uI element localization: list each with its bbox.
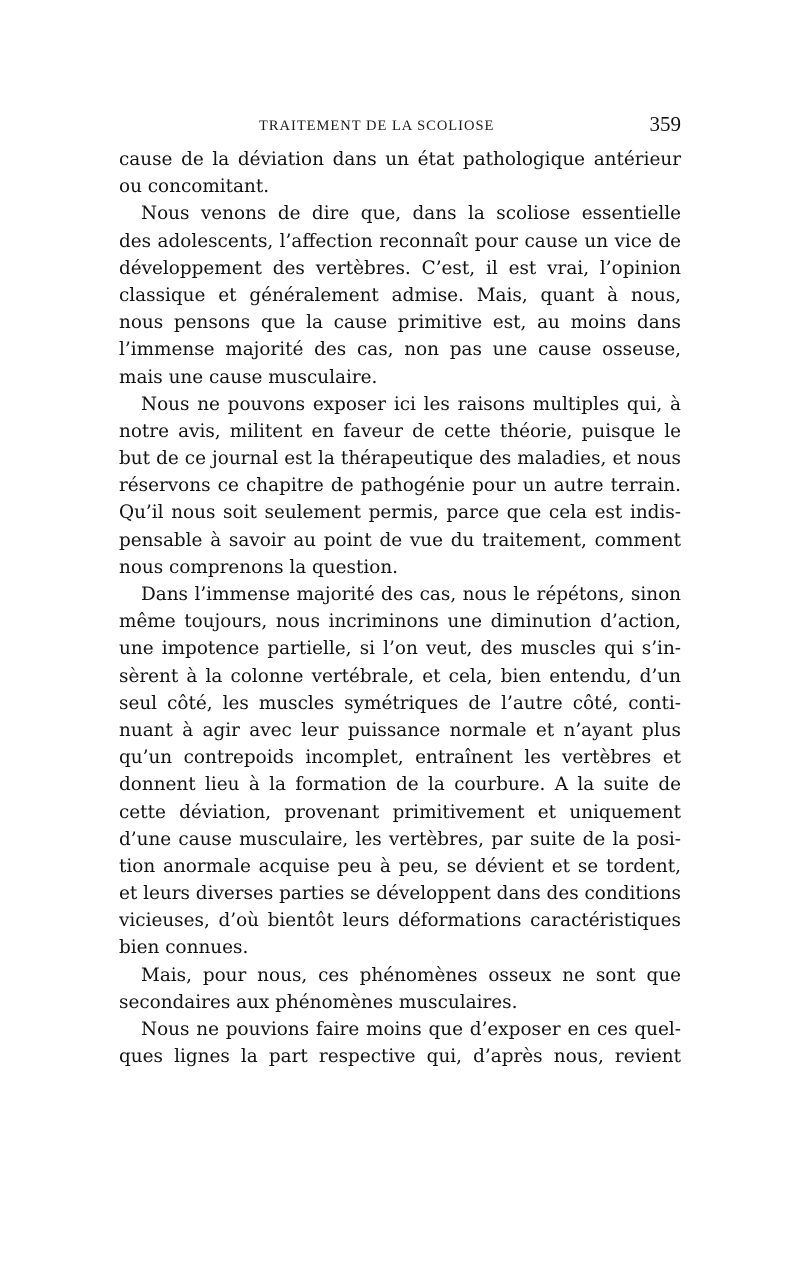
text-line: nuant à agir avec leur puissance normale et n’ayant plus xyxy=(119,719,681,741)
text-line: ou concomitant. xyxy=(119,176,270,198)
text-line: Nous ne pouvons exposer ici les raisons multiples qui, à xyxy=(141,393,681,415)
text-line: cette déviation, provenant primitivement et uniquement xyxy=(119,801,681,823)
running-title: TRAITEMENT DE LA SCOLIOSE xyxy=(259,118,495,134)
text-line: sèrent à la colonne vertébrale, et cela, bien entendu, d’un xyxy=(119,665,681,687)
text-line: d’une cause musculaire, les vertèbres, par suite de la posi- xyxy=(119,828,681,850)
text-line: et leurs diverses parties se développent dans des conditions xyxy=(119,883,681,905)
text-line: classique et généralement admise. Mais, quant à nous, xyxy=(119,284,681,306)
text-line: ques lignes la part respective qui, d’après nous, revient xyxy=(119,1046,681,1068)
text-line: cause de la déviation dans un état pathologique antérieur xyxy=(119,149,681,170)
text-line: Qu’il nous soit seulement permis, parce que cela est indis- xyxy=(119,502,681,524)
text-line: des adolescents, l’affection reconnaît pour cause un vice de xyxy=(119,230,681,252)
text-line: nous comprenons la question. xyxy=(119,556,399,578)
text-line: Mais, pour nous, ces phénomènes osseux ne sont que xyxy=(141,964,681,986)
page-header xyxy=(119,112,681,142)
text-line: Nous ne pouvions faire moins que d’exposer en ces quel- xyxy=(141,1019,681,1040)
body-text xyxy=(119,146,681,1070)
text-line: bien connues. xyxy=(119,937,249,959)
text-line: donnent lieu à la formation de la courbure. A la suite de xyxy=(119,774,681,796)
text-line: mais une cause musculaire. xyxy=(119,366,378,388)
text-line: tion anormale acquise peu à peu, se dévient et se tordent, xyxy=(119,855,681,877)
text-line: l’immense majorité des cas, non pas une cause osseuse, xyxy=(119,339,681,361)
text-line: but de ce journal est la thérapeutique des maladies, et nous xyxy=(119,448,681,470)
text-line: développement des vertèbres. C’est, il est vrai, l’opinion xyxy=(119,257,681,279)
text-line: pensable à savoir au point de vue du traitement, comment xyxy=(119,529,681,551)
text-line: Nous venons de dire que, dans la scoliose essentielle xyxy=(141,203,681,225)
text-line: réservons ce chapitre de pathogénie pour un autre terrain. xyxy=(119,475,681,497)
text-line: secondaires aux phénomènes musculaires. xyxy=(119,991,518,1013)
text-line: même toujours, nous incriminons une diminution d’action, xyxy=(119,611,681,633)
text-line: nous pensons que la cause primitive est, au moins dans xyxy=(119,312,681,334)
text-line: une impotence partielle, si l’on veut, des muscles qui s’in- xyxy=(119,638,681,660)
text-line: qu’un contrepoids incomplet, entraînent les vertèbres et xyxy=(119,747,681,769)
page-number: 359 xyxy=(649,112,681,136)
text-line: notre avis, militent en faveur de cette théorie, puisque le xyxy=(119,420,681,442)
text-line: seul côté, les muscles symétriques de l’autre côté, conti- xyxy=(119,692,681,714)
text-line: vicieuses, d’où bientôt leurs déformations caractéristiques xyxy=(119,910,681,932)
text-line: Dans l’immense majorité des cas, nous le répétons, sinon xyxy=(141,584,681,605)
